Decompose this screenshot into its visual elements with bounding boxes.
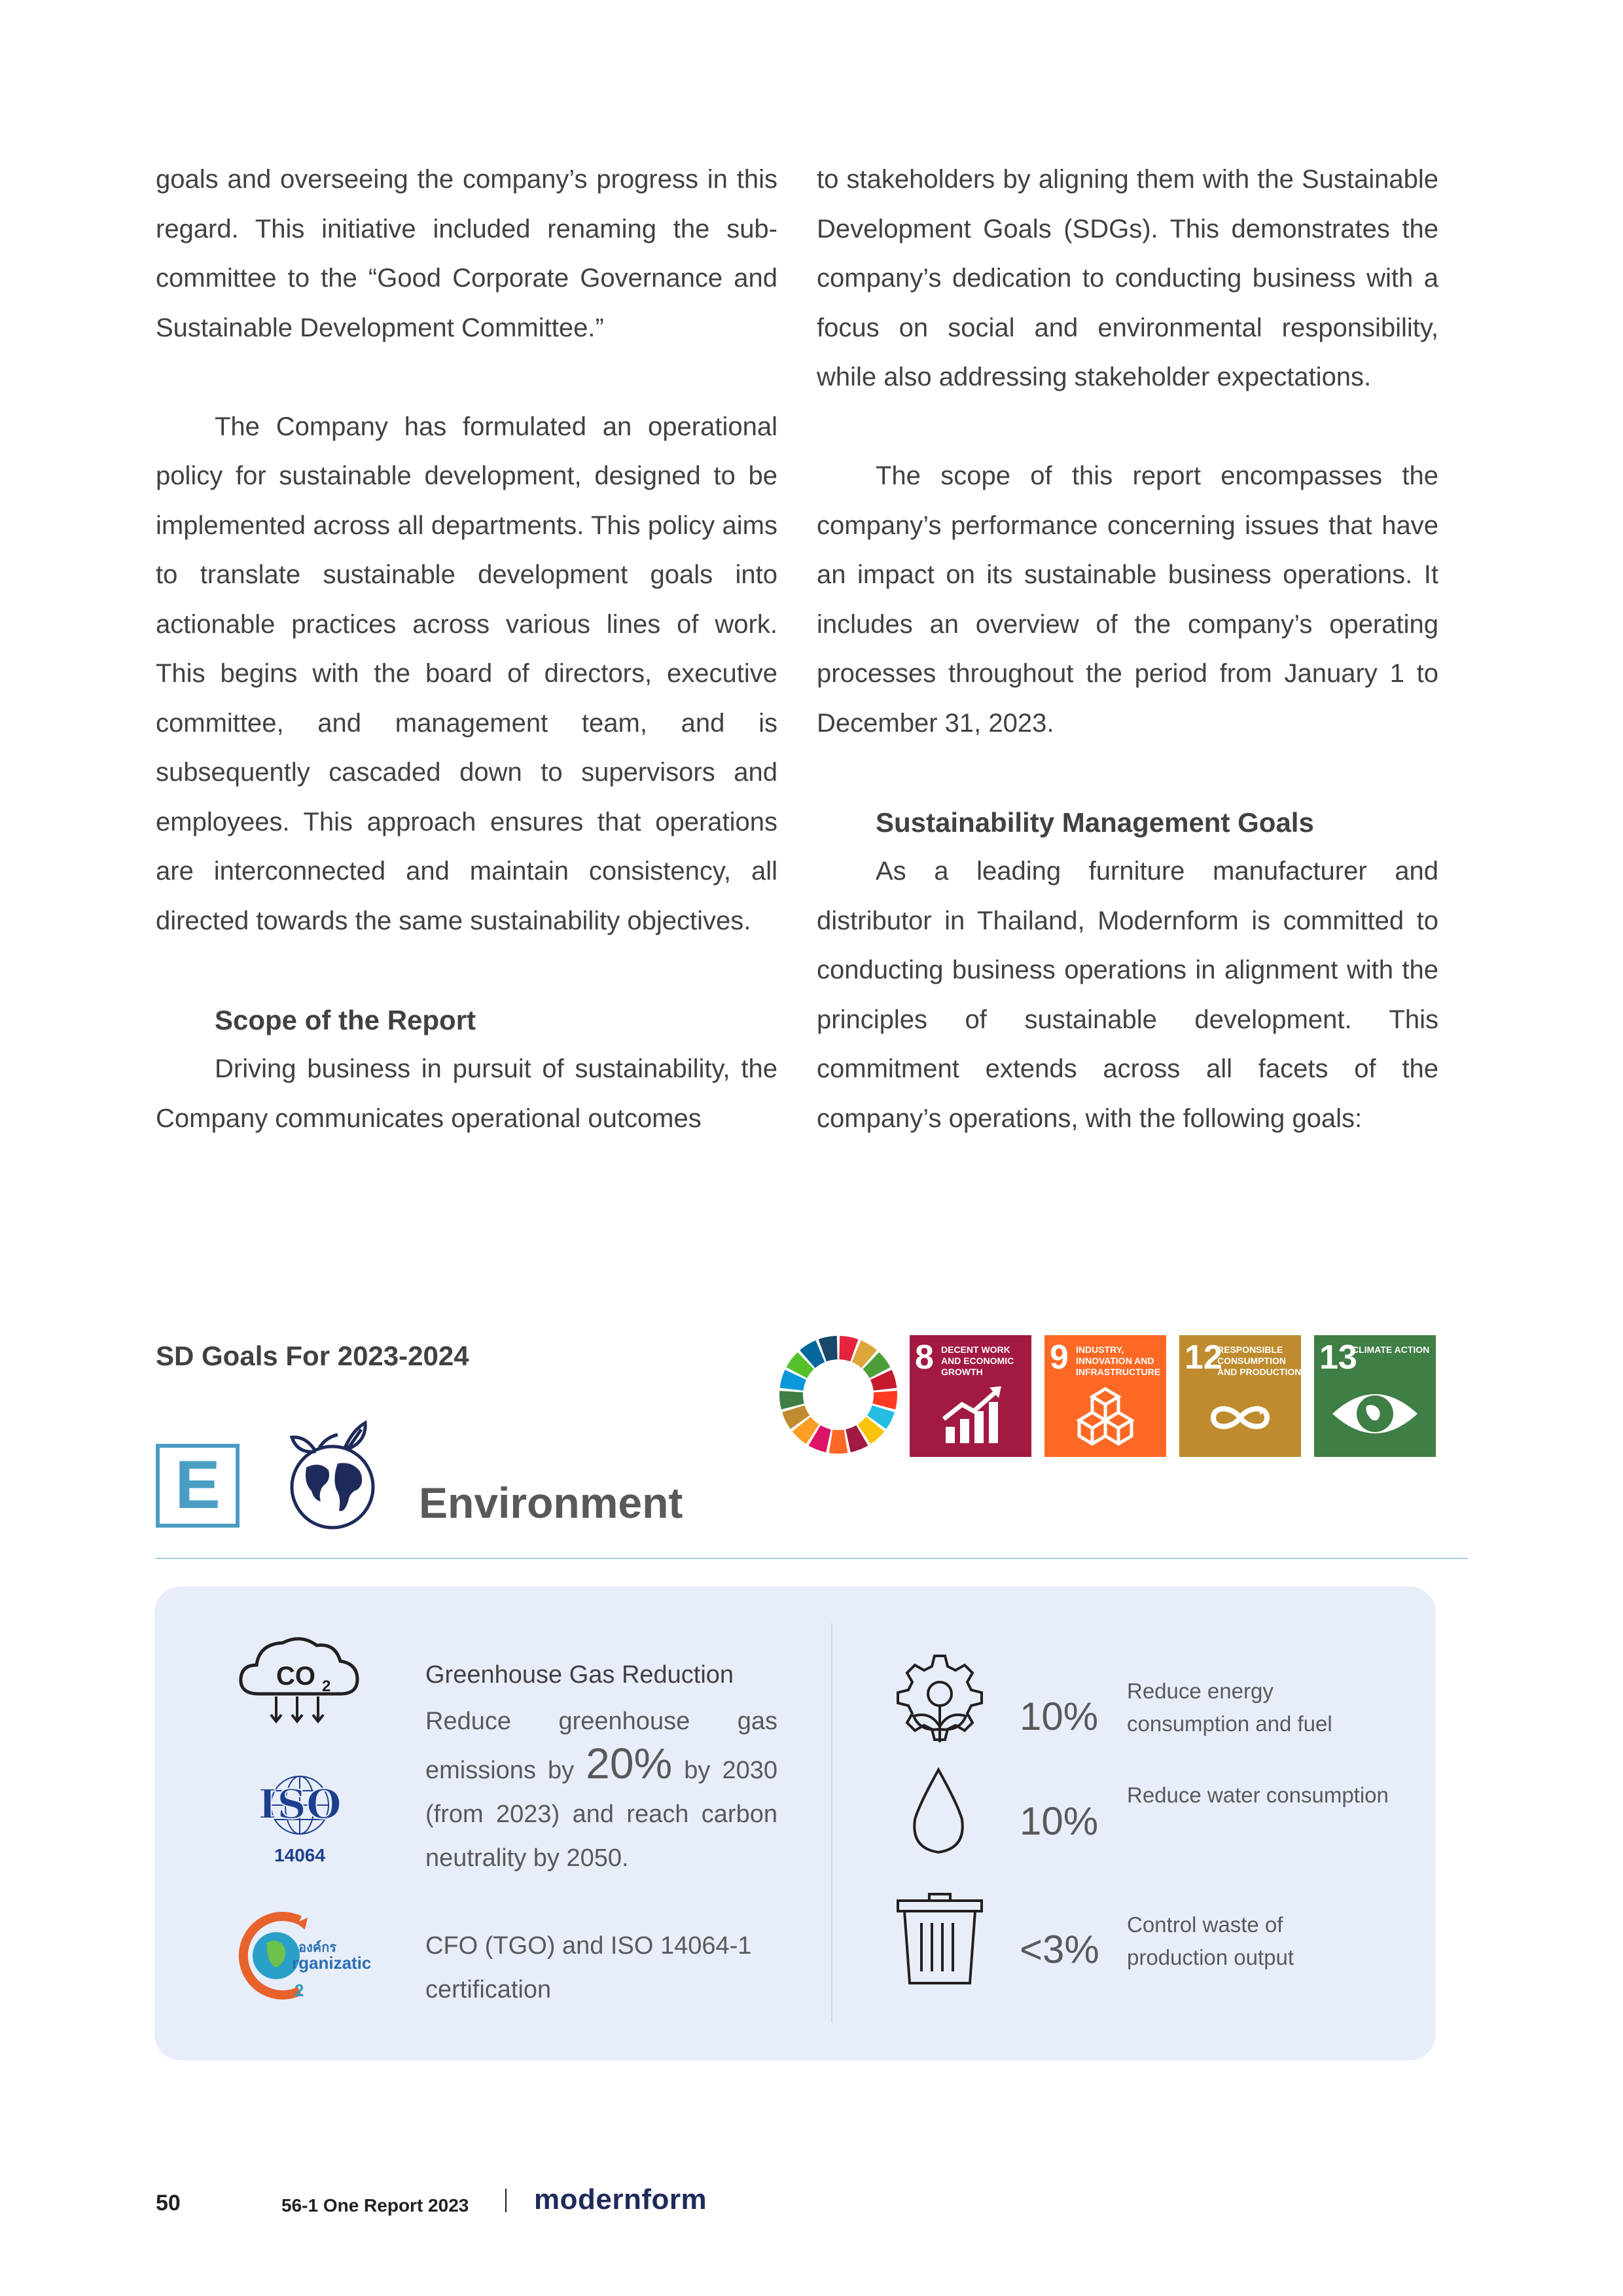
co2-cloud-icon bbox=[233, 1628, 364, 1740]
left-paragraph-3: Driving business in pursuit of sustainability, the Company communicates operational outcomes bbox=[156, 1054, 777, 1133]
sdg-tile-9-number: 9 bbox=[1050, 1338, 1069, 1376]
environment-letter-box: E bbox=[156, 1444, 240, 1528]
iso-label: ISO bbox=[258, 1780, 342, 1828]
energy-goal-label: Reduce energy consumption and fuel bbox=[1127, 1679, 1332, 1736]
section-divider bbox=[156, 1558, 1467, 1559]
waste-goal-label: Control waste of production output bbox=[1127, 1912, 1294, 1969]
ghg-text-pre: Reduce greenhouse gas emissions by bbox=[425, 1708, 777, 1784]
sdg-wheel-segment bbox=[829, 1429, 848, 1454]
sdg-tile-9 bbox=[1044, 1335, 1166, 1457]
environment-title: Environment bbox=[419, 1479, 683, 1527]
cfo-certification-text: CFO (TGO) and ISO 14064-1 certification bbox=[425, 1932, 752, 2003]
right-column bbox=[817, 155, 1438, 1143]
page-number: 50 bbox=[156, 2191, 181, 2215]
sdg-tile-9-label: INDUSTRY, INNOVATION AND INFRASTRUCTURE bbox=[1076, 1344, 1161, 1377]
sdg-tile-12 bbox=[1179, 1335, 1301, 1457]
ghg-reduction-title: Greenhouse Gas Reduction bbox=[425, 1661, 734, 1689]
modernform-logo: modernform bbox=[534, 2183, 707, 2215]
left-column bbox=[156, 155, 777, 1143]
sdg-tile-8-number: 8 bbox=[915, 1338, 934, 1376]
co2-subscript: 2 bbox=[322, 1677, 331, 1695]
footer-separator bbox=[505, 2189, 507, 2212]
infinity-loop-icon bbox=[1179, 1335, 1301, 1457]
ghg-text-post: by 2030 (from 2023) and reach carbon neutrality by 2050. bbox=[425, 1757, 777, 1872]
svg-text:rganizatic: rganizatic bbox=[292, 1953, 372, 1973]
sd-goals-title: SD Goals For 2023-2024 bbox=[156, 1340, 469, 1371]
right-paragraph-3: As a leading furniture manufacturer and distributor in Thailand, Modernform is committed to conducting business operations in alignment with the principles of sustainable development. This commitment extends across all facets of the company’s operations, with the following goals: bbox=[817, 857, 1438, 1133]
scope-heading: Scope of the Report bbox=[215, 1004, 476, 1035]
svg-text:องค์กร: องค์กร bbox=[298, 1941, 337, 1955]
left-paragraph-1: goals and overseeing the company’s progress in this regard. This initiative included renaming the sub-committee to the “Good Corporate Governance and Sustainable Development Committee.” bbox=[156, 165, 777, 342]
sdg-tile-13 bbox=[1314, 1335, 1436, 1457]
ghg-target-value: 20% bbox=[586, 1739, 673, 1787]
energy-gear-leaf-icon bbox=[894, 1651, 986, 1749]
iso-number: 14064 bbox=[274, 1845, 325, 1865]
waste-goal-value: <3% bbox=[1020, 1928, 1099, 1971]
goals-heading: Sustainability Management Goals bbox=[876, 806, 1314, 838]
sdg-tile-13-label: CLIMATE ACTION bbox=[1352, 1344, 1430, 1355]
panel-divider bbox=[831, 1623, 832, 2022]
energy-goal-value: 10% bbox=[1020, 1695, 1099, 1738]
right-paragraph-2: The scope of this report encompasses the company’s performance concerning issues that have an impact on its sustainable business operations. It includes an overview of the company’s operating processes throughout the period from January 1 to December 31, 2023. bbox=[817, 461, 1438, 738]
sdg-tile-12-number: 12 bbox=[1185, 1338, 1222, 1376]
water-drop-icon bbox=[906, 1766, 971, 1857]
iso-logo-icon bbox=[247, 1766, 352, 1871]
tgo-organization-logo bbox=[226, 1906, 377, 2004]
water-goal-label: Reduce water consumption bbox=[1127, 1783, 1389, 1807]
sdg-tile-8 bbox=[910, 1335, 1031, 1457]
co2-label: CO bbox=[276, 1662, 315, 1691]
globe-leaf-icon bbox=[280, 1415, 385, 1532]
sdg-tile-8-label: DECENT WORK AND ECONOMIC GROWTH bbox=[941, 1344, 1014, 1377]
sdg-tile-12-label: RESPONSIBLE CONSUMPTION AND PRODUCTION bbox=[1217, 1344, 1302, 1377]
water-goal-value: 10% bbox=[1020, 1799, 1099, 1843]
cubes-icon bbox=[1044, 1335, 1166, 1457]
sdg-tile-13-number: 13 bbox=[1319, 1338, 1357, 1376]
svg-text:2: 2 bbox=[294, 1981, 304, 2000]
left-paragraph-2: The Company has formulated an operational policy for sustainable development, designed to be implemented across all departments. This policy aims to translate sustainable development goals into actionable practices across various lines of work. This begins with the board of directors, executive committee, and management team, and is subsequently cascaded down to supervisors and employees. This approach ensures that operations are interconnected and maintain consistency, all directed towards the same sustainability objectives. bbox=[156, 412, 777, 935]
report-title: 56-1 One Report 2023 bbox=[281, 2195, 469, 2215]
ghg-reduction-body bbox=[425, 1700, 777, 1880]
eye-globe-icon bbox=[1314, 1335, 1436, 1457]
right-paragraph-1: to stakeholders by aligning them with the Sustainable Development Goals (SDGs). This demonstrates the company’s dedication to conducting business with a focus on social and environmental responsibility, while also addressing stakeholder expectations. bbox=[817, 165, 1438, 391]
growth-chart-icon bbox=[910, 1335, 1031, 1457]
waste-bin-icon bbox=[894, 1890, 986, 1988]
sdg-wheel-icon bbox=[777, 1334, 899, 1456]
